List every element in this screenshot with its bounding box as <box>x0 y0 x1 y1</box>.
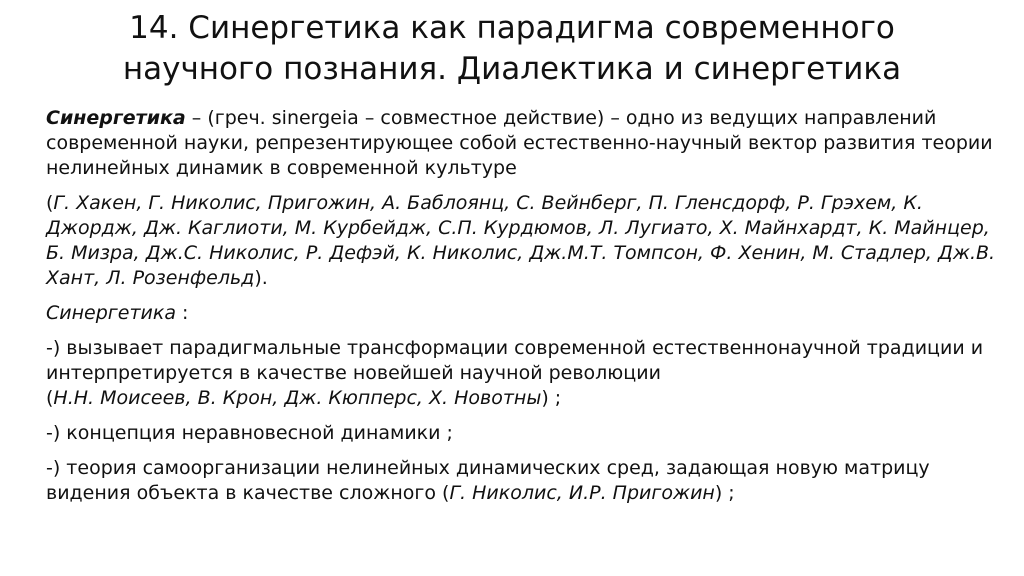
item1-text: -) вызывает парадигмальные трансформации современной естественнонаучной традиции и интерпретируется в качестве новейшей научной революции <box>46 337 984 384</box>
intro-paragraph <box>46 301 1001 326</box>
item3-close-paren: ) ; <box>714 482 735 504</box>
item3-authors: Г. Николис, И.Р. Пригожин <box>449 482 715 504</box>
list-item-1 <box>46 336 1001 411</box>
authors-close-paren: ). <box>254 267 268 289</box>
authors-paragraph <box>46 191 1001 291</box>
definition-text: – (греч. sinergeia – совместное действие) – одно из ведущих направлений современной науки, репрезентирующее собой естественно-научный вектор развития теории нелинейных динамик в современной культуре <box>46 107 993 179</box>
title-line-1: 14. Синергетика как парадигма современного <box>129 10 895 46</box>
item3-open-paren: ( <box>436 482 450 504</box>
item1-authors: Н.Н. Моисеев, В. Крон, Дж. Кюпперс, Х. Новотны <box>53 387 542 409</box>
definition-term: Синергетика <box>46 107 186 129</box>
slide-body <box>46 106 1001 516</box>
item1-open-paren: ( <box>46 387 54 409</box>
authors-open-paren: ( <box>46 192 54 214</box>
slide-title <box>0 8 1024 90</box>
list-item-2 <box>46 421 1001 446</box>
item1-close-paren: ) ; <box>541 387 562 409</box>
title-line-2: научного познания. Диалектика и синергетика <box>122 51 902 87</box>
list-item-3 <box>46 456 1001 506</box>
definition-paragraph <box>46 106 1001 181</box>
intro-suffix: : <box>176 302 189 324</box>
authors-list: Г. Хакен, Г. Николис, Пригожин, А. Баблоянц, С. Вейнберг, П. Гленсдорф, Р. Грэхем, К. Джордж, Дж. Каглиоти, М. Курбейдж, С.П. Курдюмов, Л. Лугиато, Х. Майнхардт, К. Майнцер, Б. Мизра, Дж.С. Николис, Р. Дефэй, К. Николис, Дж.М.Т. Томпсон, Ф. Хенин, М. Стадлер, Дж.В. Хант, Л. Розенфельд <box>46 192 996 289</box>
intro-term: Синергетика <box>46 302 176 324</box>
item2-text: -) концепция неравновесной динамики ; <box>46 422 453 444</box>
item3-text: -) теория самоорганизации нелинейных динамических сред, задающая новую матрицу видения объекта в качестве сложного <box>46 457 930 504</box>
